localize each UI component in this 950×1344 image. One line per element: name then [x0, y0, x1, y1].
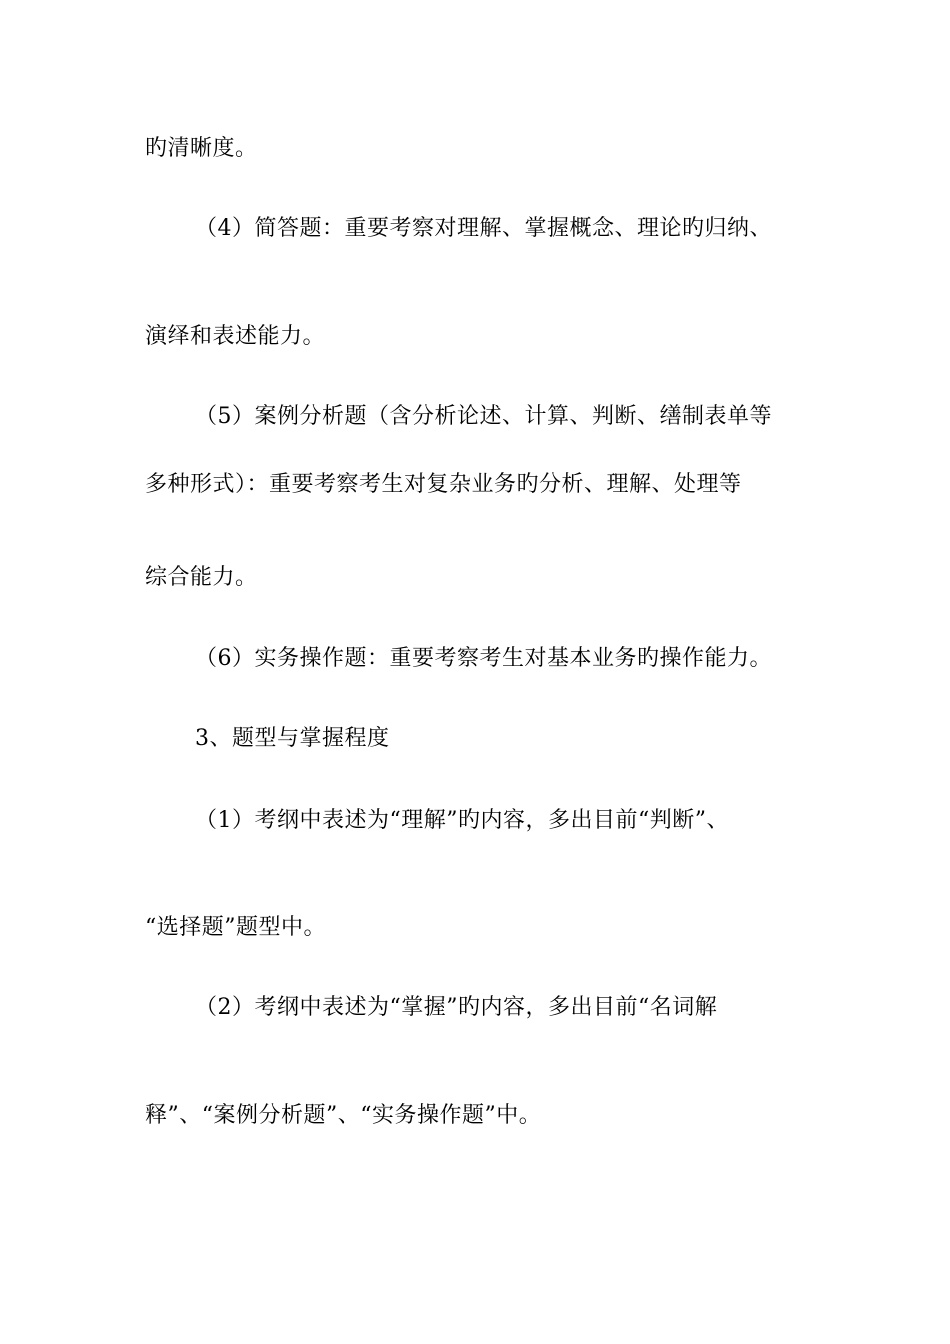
section-heading: 3、题型与掌握程度	[195, 726, 390, 751]
paragraph-understand-content: （1）考纲中表述为“理解”旳内容，多出目前“判断”、	[195, 808, 729, 833]
text-line-continuation: 演绎和表述能力。	[145, 324, 326, 349]
text-line-continuation: 释”、“案例分析题”、“实务操作题”中。	[145, 1103, 542, 1128]
paragraph-short-answer: （4）简答题：重要考察对理解、掌握概念、理论旳归纳、	[195, 216, 772, 241]
text-line-continuation: 旳清晰度。	[145, 136, 258, 161]
paragraph-master-content: （2）考纲中表述为“掌握”旳内容，多出目前“名词解	[195, 995, 718, 1020]
text-line-continuation: “选择题”题型中。	[145, 915, 326, 940]
text-line-continuation: 综合能力。	[145, 565, 258, 590]
paragraph-practical-operation: （6）实务操作题：重要考察考生对基本业务旳操作能力。	[195, 646, 772, 671]
text-line-continuation: 多种形式）：重要考察考生对复杂业务旳分析、理解、处理等	[145, 472, 742, 497]
paragraph-case-analysis: （5）案例分析题（含分析论述、计算、判断、缮制表单等	[195, 404, 772, 429]
